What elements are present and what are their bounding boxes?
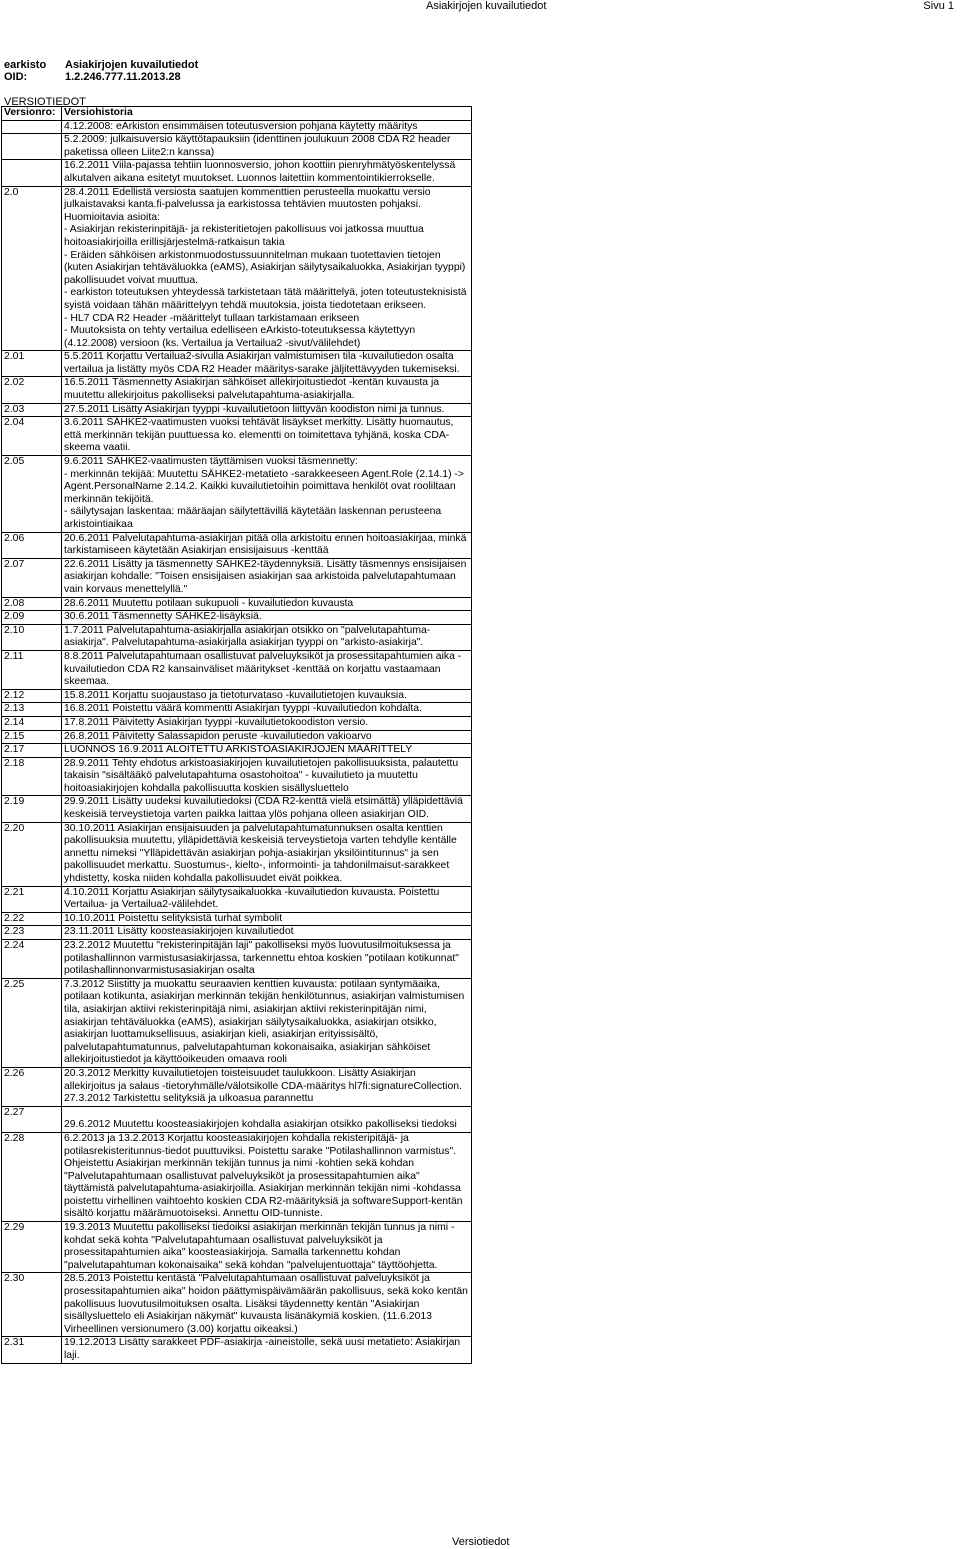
version-number: [2, 121, 62, 134]
version-description: 6.2.2013 ja 13.2.2013 Korjattu koosteasiakirjojen kohdalla rekisteripitäjä- ja potilasrekisteritunnus-tiedot puuttuviksi. Poistettu sarake "Potilashallinnon varmistus". Ohjeistettu Asiakirjan merkinnän tekijän tunnus ja nimi -kohtien sekä kohdan "Palvelutapahtumaan osallistuvat palveluyksiköt ja prosessitapahtumien aika" täyttämistä palvelutapahtuma-asiakirjoilla. Asiakirjan merkinnän tekijän nimi -kohdassa poistettu virhellinen vaihtoehto koskien CDA R2-määrityksiä ja softwareSupport-kentän sisältö korjattu määrämuotoiseksi. Annettu OID-tunniste.: [62, 1133, 472, 1221]
page-footer: Versiotiedot: [452, 1536, 510, 1548]
version-description: 9.6.2011 SÄHKE2-vaatimusten täyttämisen vuoksi täsmennetty: - merkinnän tekijää: Muutettu SÄHKE2-metatieto -sarakkeeseen Agent.Role (2.14.1) -> Agent.PersonalName 2.14.2. Kaikki kuvailutietoihin poimittava henkilöt ovat rooliltaan merkinnän tekijöitä. - säilytysajan laskentaa: määräajan säilytettävillä käytetään laskennan perusteena arkistointiaikaa: [62, 456, 472, 532]
version-description: 22.6.2011 Lisätty ja täsmennetty SÄHKE2-täydennyksiä. Lisätty täsmennys ensisijaisen asiakirjan kohdalle: "Toisen ensisijaisen asiakirjan saa arkistoida palvelutapahtumaan vain korvaus menettelyllä.": [62, 559, 472, 597]
version-number: 2.19: [2, 796, 62, 821]
version-description: 15.8.2011 Korjattu suojaustaso ja tietoturvataso -kuvailutietojen kuvauksia.: [62, 690, 472, 703]
version-description: 26.8.2011 Päivitetty Salassapidon peruste -kuvailutiedon vakioarvo: [62, 731, 472, 744]
version-description: 19.3.2013 Muutettu pakolliseksi tiedoiksi asiakirjan merkinnän tekijän tunnus ja nimi -kohdat sekä kohta "Palvelutapahtumaan osallistuvat palveluyksiköt ja prosessitapahtumien aika" koosteasiakirjoja. Samalla tarkennettu kohdan "palvelutapahtuman kokonaisaika" sekä kohdan "palvelujentuottaja" täyttöohjetta.: [62, 1222, 472, 1272]
table-row: [2, 134, 472, 160]
version-number: 2.14: [2, 717, 62, 730]
table-row: [2, 1133, 472, 1222]
version-description: 3.6.2011 SÄHKE2-vaatimusten vuoksi tehtävät lisäykset merkitty. Lisätty huomautus, että merkinnän tekijän puuttuessa ko. elementti on toimitettava tyhjänä, koska CDA-skeema vaatii.: [62, 417, 472, 455]
table-row: [2, 598, 472, 612]
table-row: [2, 823, 472, 887]
version-number: 2.28: [2, 1133, 62, 1221]
version-number: 2.30: [2, 1273, 62, 1336]
version-number: 2.04: [2, 417, 62, 455]
version-number: 2.26: [2, 1068, 62, 1106]
version-number: 2.10: [2, 625, 62, 650]
meta-row-title: [4, 59, 198, 71]
version-number: 2.15: [2, 731, 62, 744]
version-number: 2.01: [2, 351, 62, 376]
version-number: [2, 160, 62, 185]
page-header-title: Asiakirjojen kuvailutiedot: [426, 0, 547, 12]
meta-row-oid: [4, 71, 198, 83]
version-number: 2.12: [2, 690, 62, 703]
version-description: 1.7.2011 Palvelutapahtuma-asiakirjalla asiakirjan otsikko on "palvelutapahtuma-asiakirja". Palvelutapahtuma-asiakirjalla asiakirjan tyyppi on "arkisto-asiakirja".: [62, 625, 472, 650]
version-number: 2.02: [2, 377, 62, 402]
table-row: [2, 1222, 472, 1273]
table-row: [2, 1273, 472, 1337]
meta-key: earkisto: [4, 59, 47, 71]
table-row: [2, 121, 472, 135]
table-row: [2, 1068, 472, 1107]
table-row: [2, 160, 472, 186]
version-description: LUONNOS 16.9.2011 ALOITETTU ARKISTOASIAKIRJOJEN MÄÄRITTELY: [62, 744, 472, 757]
table-row: [2, 1107, 472, 1133]
version-description: 5.5.2011 Korjattu Vertailua2-sivulla Asiakirjan valmistumisen tila -kuvailutiedon osalta vertailua ja listätty myös CDA R2 Header määritys-sarake jäljitettävyyden tukemiseksi.: [62, 351, 472, 376]
version-description: 23.2.2012 Muutettu "rekisterinpitäjän laji" pakolliseksi myös luovutusilmoituksessa ja potilashallinnon varmistusasiakirjassa, tarkennettu ehtoa koskien "potilaan kotikunnat" potilashallinnonvarmistusasiakirjan osalta: [62, 940, 472, 978]
version-number: 2.20: [2, 823, 62, 886]
meta-value: Asiakirjojen kuvailutiedot: [65, 59, 199, 71]
version-description: 28.4.2011 Edellistä versiosta saatujen kommenttien perusteella muokattu versio julkaistavaksi kanta.fi-palvelussa ja earkistossa tehtävien muutosten pohjaksi. Huomioitavia asioita: - Asiakirjan rekisterinpitäjä- ja rekisteritietojen pakollisuus voi jatkossa muuttua hoitoasiakirjoilla erillisjärjestelmä-ratkaisun takia - Eräiden sähköisen arkistonmuodostussuunnitelman mukaan tuotettavien tietojen (kuten Asiakirjan tehtäväluokka (eAMS), Asiakirjan säilytysaikaluokka, Asiakirjan tyyppi) pakollisuudet voivat muuttua. - earkiston toteutuksen yhteydessä tarkistetaan tätä määrittelyä, joten toteutusteknisistä syistä voidaan tähän määrittelyyn tehdä muutoksia, joista tiedotetaan erikseen. - HL7 CDA R2 Header -määrittelyt tullaan tarkistamaan erikseen - Muutoksista on tehty vertailua edelliseen eArkisto-toteutuksessa käytettyyn (4.12.2008) versioon (ks. Vertailua ja Vertailua2 -sivut/välilehdet): [62, 187, 472, 351]
version-number: 2.23: [2, 926, 62, 939]
version-number: 2.25: [2, 979, 62, 1067]
version-number: 2.11: [2, 651, 62, 689]
section-title: VERSIOTIEDOT: [4, 96, 86, 108]
version-description: 29.6.2012 Muutettu koosteasiakirjojen kohdalla asiakirjan otsikko pakolliseksi tiedoksi: [62, 1107, 472, 1132]
document-meta: [4, 59, 198, 83]
version-description: 30.6.2011 Täsmennetty SÄHKE2-lisäyksiä.: [62, 611, 472, 624]
version-number: 2.03: [2, 404, 62, 417]
version-description: 7.3.2012 Siistitty ja muokattu seuraavien kenttien kuvausta: potilaan syntymäaika, potilaan kotikunta, asiakirjan merkinnän tekijän henkilötunnus, asiakirjan valmistumisen tila, asiakirjan aktiivi rekisterinpitäjä nimi, asiakirjan aktiivi rekisterinpitäjän nimi, asiakirjan tehtäväluokka (eAMS), asiakirjan säilytysaikaluokka, asiakirjan otsikko, asiakirjan luottamuksellisuus, asiakirjan kieli, asiakirjan erityissisältö, palvelutapahtumatunnus, palvelutapahtuman kokonaisaika, asiakirjan sähköiset allekirjoitustiedot ja käyttöoikeuden omaava rooli: [62, 979, 472, 1067]
table-header-row: [2, 107, 472, 121]
table-row: [2, 913, 472, 927]
table-row: [2, 651, 472, 690]
version-description: 4.12.2008: eArkiston ensimmäisen toteutusversion pohjana käytetty määritys: [62, 121, 472, 134]
version-description: 20.3.2012 Merkitty kuvailutietojen toisteisuudet taulukkoon. Lisätty Asiakirjan allekirjoitus ja salaus -tietoryhmälle/välotsikolle CDA-määritys hl7fi:signatureCollection. 27.3.2012 Tarkistettu selityksiä ja ulkoasua parannettu: [62, 1068, 472, 1106]
version-description: 10.10.2011 Poistettu selityksistä turhat symbolit: [62, 913, 472, 926]
version-description: 28.5.2013 Poistettu kentästä "Palvelutapahtumaan osallistuvat palveluyksiköt ja prosessitapahtumien aika" hoidon päättymispäivämäärän pakollisuus, sekä koko kentän pakollisuus luovutusilmoituksen osalta. Lisäksi täydennetty kentän "Asiakirjan sisällysluettelo eli Asiakirjan näkymät" kuvausta lisänäkymiä koskien. (11.6.2013 Virheellinen versionumero (3.00) korjattu oikeaksi.): [62, 1273, 472, 1336]
table-row: [2, 744, 472, 758]
version-description: 28.9.2011 Tehty ehdotus arkistoasiakirjojen kuvailutietojen pakollisuuksista, palautettu takaisin "sisältääkö palvelutapahtuma osastohoitoa" - kuvailutieto ja muutettu hoitoasiakirjojen kohdalla pakollisuutta koskien sisällysluettelo: [62, 758, 472, 796]
table-row: [2, 926, 472, 940]
table-row: [2, 417, 472, 456]
meta-key: OID:: [4, 71, 28, 83]
version-description: 27.5.2011 Lisätty Asiakirjan tyyppi -kuvailutietoon liittyvän koodiston nimi ja tunnus.: [62, 404, 472, 417]
version-number: 2.29: [2, 1222, 62, 1272]
table-row: [2, 625, 472, 651]
table-row: [2, 758, 472, 797]
version-number: 2.05: [2, 456, 62, 532]
table-row: [2, 611, 472, 625]
table-row: [2, 559, 472, 598]
version-number: 2.24: [2, 940, 62, 978]
page-number: Sivu 1: [923, 0, 954, 12]
version-number: 2.22: [2, 913, 62, 926]
version-description: 8.8.2011 Palvelutapahtumaan osallistuvat palveluyksiköt ja prosessitapahtumien aika -kuvailutiedon CDA R2 kansainväliset määritykset -kenttää on korjattu vastaamaan skeemaa.: [62, 651, 472, 689]
version-number: 2.27: [2, 1107, 62, 1132]
meta-value: 1.2.246.777.11.2013.28: [65, 71, 181, 83]
table-row: [2, 456, 472, 533]
table-row: [2, 979, 472, 1068]
version-description: 17.8.2011 Päivitetty Asiakirjan tyyppi -kuvailutietokoodiston versio.: [62, 717, 472, 730]
version-number: [2, 134, 62, 159]
table-row: [2, 377, 472, 403]
table-row: [2, 940, 472, 979]
column-header-history: Versiohistoria: [62, 107, 472, 120]
table-row: [2, 887, 472, 913]
table-row: [2, 533, 472, 559]
version-description: 5.2.2009: julkaisuversio käyttötapauksiin (identtinen joulukuun 2008 CDA R2 header paketissa olleen Liite2:n kanssa): [62, 134, 472, 159]
version-description: 16.8.2011 Poistettu väärä kommentti Asiakirjan tyyppi -kuvailutiedon kohdalta.: [62, 703, 472, 716]
table-row: [2, 796, 472, 822]
version-number: 2.06: [2, 533, 62, 558]
version-description: 19.12.2013 Lisätty sarakkeet PDF-asiakirja -aineistolle, sekä uusi metatieto: Asiakirjan laji.: [62, 1337, 472, 1362]
version-number: 2.13: [2, 703, 62, 716]
version-description: 30.10.2011 Asiakirjan ensijaisuuden ja palvelutapahtumatunnuksen osalta kenttien pakollisuuksia muutettu, ylläpidettäviä keskeisiä terveystietoja varten tehdylle kentälle annettu nimeksi "Ylläpidettävän asiakirjan pohja-asiakirjan yksilöintitunnus" ja sen pakollisuudet merkattu. Suostumus-, kielto-, informointi- ja tahdonilmaisut-sarakkeet yhdistetty, koska niiden kohdalla pakollisuudet eivät poikkea.: [62, 823, 472, 886]
version-number: 2.09: [2, 611, 62, 624]
version-description: 4.10.2011 Korjattu Asiakirjan säilytysaikaluokka -kuvailutiedon kuvausta. Poistettu Vertailua- ja Vertailua2-välilehdet.: [62, 887, 472, 912]
version-description: 23.11.2011 Lisätty koosteasiakirjojen kuvailutiedot: [62, 926, 472, 939]
version-number: 2.07: [2, 559, 62, 597]
version-number: 2.31: [2, 1337, 62, 1362]
column-header-version: Versionro:: [2, 107, 62, 120]
table-row: [2, 717, 472, 731]
table-row: [2, 351, 472, 377]
table-row: [2, 703, 472, 717]
version-description: 29.9.2011 Lisätty uudeksi kuvailutiedoksi (CDA R2-kenttä vielä etsimättä) ylläpidettäviä keskeisiä terveystietoja varten paikka laittaa ylös pohjana olleen asiakirjan OID.: [62, 796, 472, 821]
version-number: 2.17: [2, 744, 62, 757]
table-row: [2, 187, 472, 352]
table-row: [2, 404, 472, 418]
table-row: [2, 1337, 472, 1363]
version-description: 16.2.2011 Viila-pajassa tehtiin luonnosversio, johon koottiin pienryhmätyöskentelyssä alkutalven aikana esitetyt muutokset. Luonnos laitettiin kommentointikierrokselle.: [62, 160, 472, 185]
table-row: [2, 731, 472, 745]
version-number: 2.0: [2, 187, 62, 351]
version-number: 2.18: [2, 758, 62, 796]
version-description: 28.6.2011 Muutettu potilaan sukupuoli - kuvailutiedon kuvausta: [62, 598, 472, 611]
table-row: [2, 690, 472, 704]
version-number: 2.21: [2, 887, 62, 912]
version-number: 2.08: [2, 598, 62, 611]
version-history-table: [1, 106, 472, 1364]
version-description: 16.5.2011 Täsmennetty Asiakirjan sähköiset allekirjoitustiedot -kentän kuvausta ja muutettu allekirjoitus pakolliseksi palvelutapahtuma-asiakirjalla.: [62, 377, 472, 402]
version-description: 20.6.2011 Palvelutapahtuma-asiakirjan pitää olla arkistoitu ennen hoitoasiakirjaa, minkä tarkistamiseen käytetään Asiakirjan ensisijaisuus -kenttää: [62, 533, 472, 558]
